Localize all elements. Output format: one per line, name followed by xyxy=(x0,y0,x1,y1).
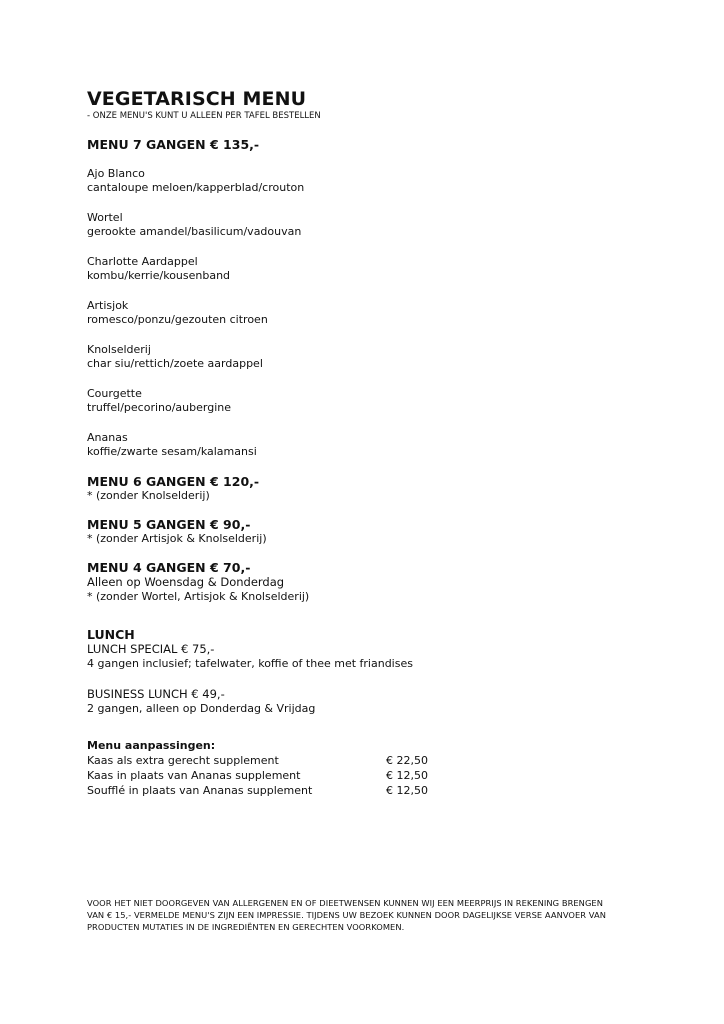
menu6-heading: MENU 6 GANGEN € 120,- xyxy=(87,474,260,489)
adjustment-label: Kaas als extra gerecht supplement xyxy=(87,754,279,767)
page-title: VEGETARISCH MENU xyxy=(87,88,307,110)
adjustments-heading: Menu aanpassingen: xyxy=(87,739,216,752)
dish-name: Knolselderij xyxy=(87,343,151,356)
dish-name: Wortel xyxy=(87,211,123,224)
adjustment-price: € 12,50 xyxy=(386,784,428,797)
dish-name: Charlotte Aardappel xyxy=(87,255,198,268)
adjustment-label: Kaas in plaats van Ananas supplement xyxy=(87,769,301,782)
dish-desc: romesco/ponzu/gezouten citroen xyxy=(87,313,268,326)
menu5-note: * (zonder Artisjok & Knolselderij) xyxy=(87,532,267,545)
dish-item xyxy=(87,211,667,239)
lunch-special-title: LUNCH SPECIAL € 75,- xyxy=(87,642,215,656)
dish-desc: kombu/kerrie/kousenband xyxy=(87,269,231,282)
adjustment-row xyxy=(87,753,667,768)
adjustment-price: € 22,50 xyxy=(386,754,428,767)
dish-item xyxy=(87,343,667,371)
menu4-heading: MENU 4 GANGEN € 70,- xyxy=(87,560,251,575)
menu7-heading: MENU 7 GANGEN € 135,- xyxy=(87,137,260,152)
dish-desc: koffie/zwarte sesam/kalamansi xyxy=(87,445,257,458)
dish-desc: cantaloupe meloen/kapperblad/crouton xyxy=(87,181,305,194)
dish-item xyxy=(87,299,667,327)
dish-item xyxy=(87,387,667,415)
menu-page xyxy=(87,88,667,798)
menu4-note: * (zonder Wortel, Artisjok & Knolselderij) xyxy=(87,590,310,603)
dish-name: Artisjok xyxy=(87,299,129,312)
footer-line: PRODUCTEN MUTATIES IN DE INGREDIËNTEN EN GERECHTEN VOORKOMEN. xyxy=(87,922,405,932)
lunch-special-desc: 4 gangen inclusief; tafelwater, koffie of thee met friandises xyxy=(87,657,413,670)
menu4-availability: Alleen op Woensdag & Donderdag xyxy=(87,575,285,589)
dish-name: Ajo Blanco xyxy=(87,167,145,180)
adjustment-row xyxy=(87,783,667,798)
dish-desc: gerookte amandel/basilicum/vadouvan xyxy=(87,225,302,238)
adjustment-label: Soufflé in plaats van Ananas supplement xyxy=(87,784,313,797)
business-lunch-desc: 2 gangen, alleen op Donderdag & Vrijdag xyxy=(87,702,316,715)
adjustment-row xyxy=(87,768,667,783)
dish-name: Ananas xyxy=(87,431,128,444)
footer-disclaimer xyxy=(87,897,647,933)
adjustment-price: € 12,50 xyxy=(386,769,428,782)
footer-line: VAN € 15,- VERMELDE MENU'S ZIJN EEN IMPRESSIE. TIJDENS UW BEZOEK KUNNEN DOOR DAGELIJKSE VERSE AANVOER VAN xyxy=(87,910,606,920)
menu6-note: * (zonder Knolselderij) xyxy=(87,489,210,502)
lunch-heading: LUNCH xyxy=(87,627,135,642)
page-subtitle: - ONZE MENU'S KUNT U ALLEEN PER TAFEL BESTELLEN xyxy=(87,111,321,121)
footer-line: VOOR HET NIET DOORGEVEN VAN ALLERGENEN EN OF DIEETWENSEN KUNNEN WIJ EEN MEERPRIJS IN REKENING BRENGEN xyxy=(87,898,603,908)
dish-item xyxy=(87,431,667,459)
business-lunch-title: BUSINESS LUNCH € 49,- xyxy=(87,687,225,701)
dish-item xyxy=(87,255,667,283)
dish-desc: char siu/rettich/zoete aardappel xyxy=(87,357,263,370)
dish-item xyxy=(87,167,667,195)
menu5-heading: MENU 5 GANGEN € 90,- xyxy=(87,517,251,532)
dish-name: Courgette xyxy=(87,387,142,400)
dish-desc: truffel/pecorino/aubergine xyxy=(87,401,231,414)
